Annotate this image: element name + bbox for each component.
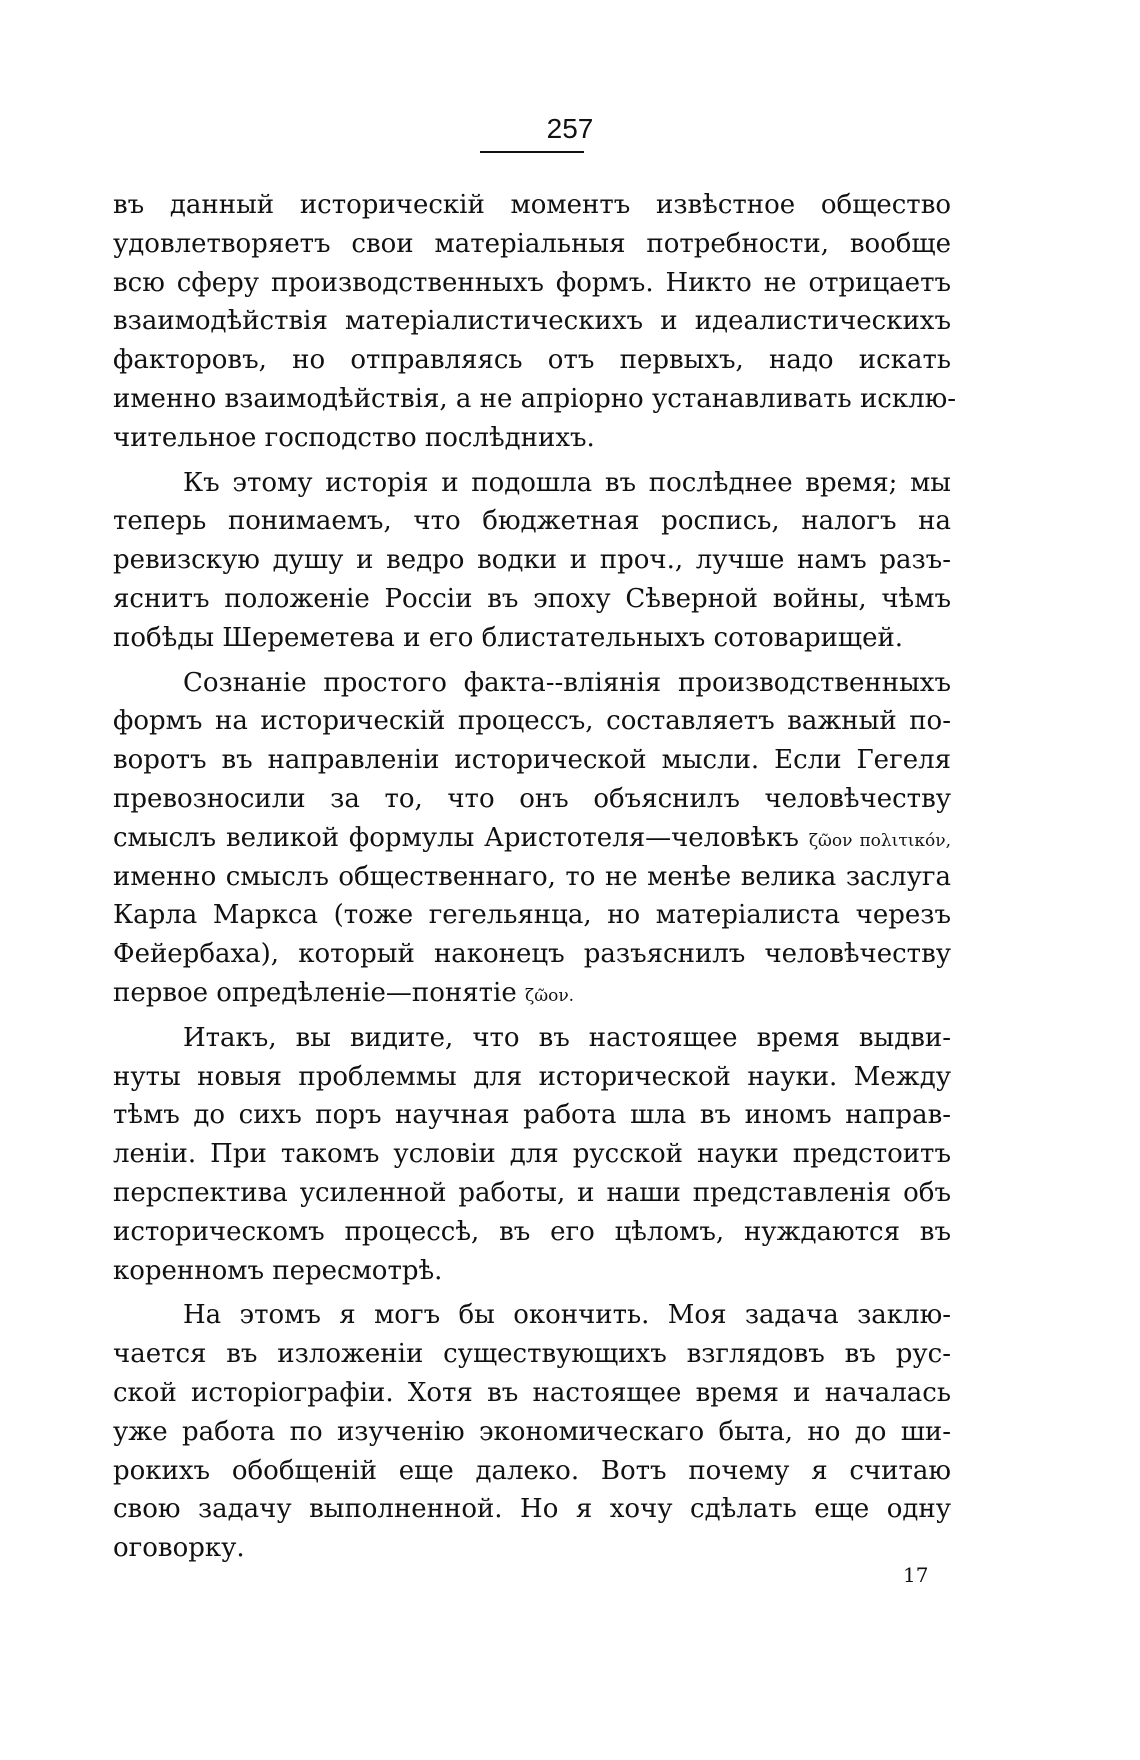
text-line: рокихъ обобщеній еще далеко. Вотъ почему я считаю <box>113 1455 951 1486</box>
text-body <box>113 186 957 1574</box>
text-line: теперь понимаемъ, что бюджетная роспись, налогъ на <box>113 506 951 537</box>
paragraph-1 <box>113 186 957 458</box>
text-line: именно взаимодѣйствія, а не апріорно устанавливать исклю- <box>113 383 957 414</box>
text-line: леніи. При такомъ условіи для русской науки предстоитъ <box>113 1139 951 1170</box>
text-line: въ данный историческій моментъ извѣстное общество <box>113 190 951 220</box>
text-line: тѣмъ до сихъ поръ научная работа шла въ иномъ направ- <box>113 1100 951 1131</box>
page-number-rule <box>480 151 584 153</box>
text-line: ской исторіографіи. Хотя въ настоящее время и началась <box>113 1377 951 1408</box>
text-line: факторовъ, но отправляясь отъ первыхъ, надо искать <box>113 345 951 376</box>
text-line: историческомъ процессѣ, въ его цѣломъ, нуждаются въ <box>113 1216 951 1247</box>
text-line: перспектива усиленной работы, и наши представленія объ <box>113 1177 951 1208</box>
text-line <box>113 974 951 1013</box>
text-line: побѣды Шереметева и его блистательныхъ сотоварищей. <box>113 622 904 653</box>
text-line: На этомъ я могъ бы окончить. Моя задача заклю- <box>183 1300 951 1331</box>
page-number: 257 <box>546 113 594 144</box>
text-line-part: первое опредѣленіе—понятіе <box>113 977 517 1008</box>
text-line: Къ этому исторія и подошла въ послѣднее время; мы <box>183 467 951 498</box>
text-line: оговорку. <box>113 1533 245 1564</box>
text-line: уже работа по изученію экономическаго быта, но до ши- <box>113 1416 951 1447</box>
greek-word: ζῶον. <box>525 985 575 1006</box>
text-line: чительное господство послѣднихъ. <box>113 422 595 453</box>
text-line: именно смыслъ общественнаго, то не менѣе велика заслуга <box>113 861 951 892</box>
text-line: Карла Маркса (тоже гегельянца, но матеріалиста черезъ <box>113 900 951 931</box>
text-line: Сознаніе простого факта--вліянія производственныхъ <box>183 667 951 698</box>
text-line: Итакъ, вы видите, что въ настоящее время выдви- <box>183 1022 951 1053</box>
signature-mark: 17 <box>903 1563 929 1587</box>
paragraph-3 <box>113 664 951 1013</box>
text-line: коренномъ пересмотрѣ. <box>113 1255 443 1286</box>
paragraph-5 <box>113 1296 951 1568</box>
paragraph-2 <box>113 464 951 658</box>
text-line-part: смыслъ великой формулы Аристотеля—человѣкъ <box>113 822 799 853</box>
text-line: превозносили за то, что онъ объяснилъ человѣчеству <box>113 783 951 814</box>
text-line: свою задачу выполненной. Но я хочу сдѣлать еще одну <box>113 1494 951 1525</box>
text-line: чается въ изложеніи существующихъ взглядовъ въ рус- <box>113 1339 951 1370</box>
text-line: нуты новыя проблеммы для исторической науки. Между <box>113 1061 951 1092</box>
text-line: воротъ въ направленіи исторической мысли. Если Гегеля <box>113 745 951 776</box>
text-line: всю сферу производственныхъ формъ. Никто не отрицаетъ <box>113 267 951 298</box>
text-line: формъ на историческій процессъ, составляетъ важный по- <box>113 706 951 737</box>
paragraph-4 <box>113 1019 951 1291</box>
text-line: взаимодѣйствія матеріалистическихъ и идеалистическихъ <box>113 306 951 337</box>
text-line: ревизскую душу и ведро водки и проч., лучше намъ разъ- <box>113 545 951 576</box>
text-line <box>113 819 951 858</box>
greek-phrase: ζῶον πολιτικόν, <box>808 830 951 851</box>
text-line: Фейербаха), который наконецъ разъяснилъ человѣчеству <box>113 939 951 970</box>
text-line: удовлетворяетъ свои матеріальныя потребности, вообще <box>113 228 951 259</box>
text-line: яснитъ положеніе Россіи въ эпоху Сѣверной войны, чѣмъ <box>113 583 951 614</box>
